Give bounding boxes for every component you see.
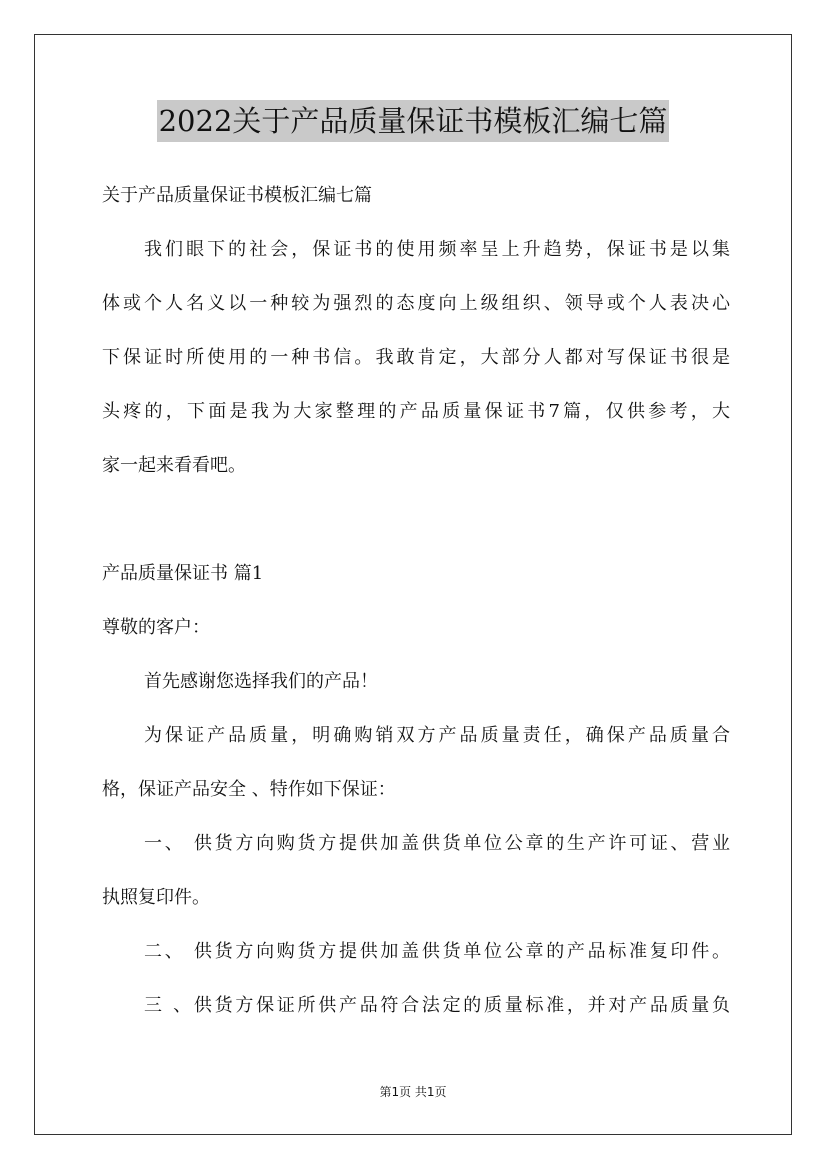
title-container — [34, 100, 792, 142]
intro-line-1: 我们眼下的社会，保证书的使用频率呈上升趋势，保证书是以集 — [144, 239, 730, 260]
blank-line — [102, 493, 730, 547]
body-line-6: 二、 供货方向购货方提供加盖供货单位公章的产品标准复印件。 — [144, 941, 730, 962]
section-heading: 产品质量保证书 篇1 — [102, 563, 264, 584]
body-line-5: 执照复印件。 — [102, 887, 210, 908]
salutation: 尊敬的客户： — [102, 617, 210, 638]
page-footer: 第1页 共1页 — [379, 1085, 447, 1099]
body-line-7: 三 、供货方保证所供产品符合法定的质量标准，并对产品质量负 — [144, 995, 730, 1016]
document-body — [102, 169, 730, 1033]
document-subtitle: 关于产品质量保证书模板汇编七篇 — [102, 185, 372, 206]
body-line-4: 一、 供货方向购货方提供加盖供货单位公章的生产许可证、营业 — [144, 833, 730, 854]
intro-line-2: 体或个人名义以一种较为强烈的态度向上级组织、领导或个人表决心 — [102, 293, 730, 314]
body-line-2: 为保证产品质量，明确购销双方产品质量责任，确保产品质量合 — [144, 725, 730, 746]
intro-line-4: 头疼的，下面是我为大家整理的产品质量保证书7篇，仅供参考，大 — [102, 401, 730, 422]
document-title: 2022关于产品质量保证书模板汇编七篇 — [157, 100, 670, 142]
body-line-1: 首先感谢您选择我们的产品！ — [144, 671, 378, 692]
intro-line-5: 家一起来看看吧。 — [102, 455, 246, 476]
intro-line-3: 下保证时所使用的一种书信。我敢肯定，大部分人都对写保证书很是 — [102, 347, 730, 368]
body-line-3: 格，保证产品安全 、特作如下保证： — [102, 779, 396, 800]
